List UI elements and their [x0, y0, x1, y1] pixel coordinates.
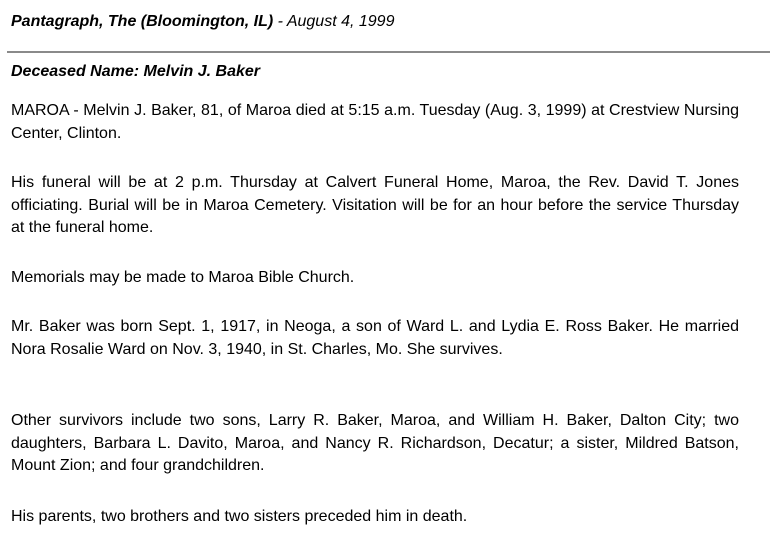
- deceased-name: Deceased Name: Melvin J. Baker: [11, 63, 261, 80]
- obituary-paragraph-funeral: His funeral will be at 2 p.m. Thursday at Calvert Funeral Home, Maroa, the Rev. David T. Jones officiating. Burial will be in Maroa Cemetery. Visitation will be for an hour before the service Thursday at the funeral home.: [11, 174, 739, 237]
- header-divider: [7, 51, 770, 53]
- obituary-paragraph-biography: Mr. Baker was born Sept. 1, 1917, in Neoga, a son of Ward L. and Lydia E. Ross Baker. He married Nora Rosalie Ward on Nov. 3, 1940, in St. Charles, Mo. She survives.: [11, 318, 739, 358]
- publication-date: August 4, 1999: [286, 13, 395, 30]
- obituary-paragraph-death-notice: MAROA - Melvin J. Baker, 81, of Maroa died at 5:15 a.m. Tuesday (Aug. 3, 1999) at Crestview Nursing Center, Clinton.: [11, 102, 739, 142]
- obituary-paragraph-memorials: Memorials may be made to Maroa Bible Church.: [11, 269, 355, 286]
- publication-header: [11, 11, 751, 33]
- publication-source: Pantagraph, The (Bloomington, IL): [11, 13, 274, 30]
- obituary-paragraph-preceded: His parents, two brothers and two sisters preceded him in death.: [11, 508, 468, 525]
- obituary-paragraph-survivors: Other survivors include two sons, Larry R. Baker, Maroa, and William H. Baker, Dalton City; two daughters, Barbara L. Davito, Maroa, and Nancy R. Richardson, Decatur; a sister, Mildred Batson, Mount Zion; and four grandchildren.: [11, 412, 739, 475]
- header-separator: -: [273, 13, 287, 30]
